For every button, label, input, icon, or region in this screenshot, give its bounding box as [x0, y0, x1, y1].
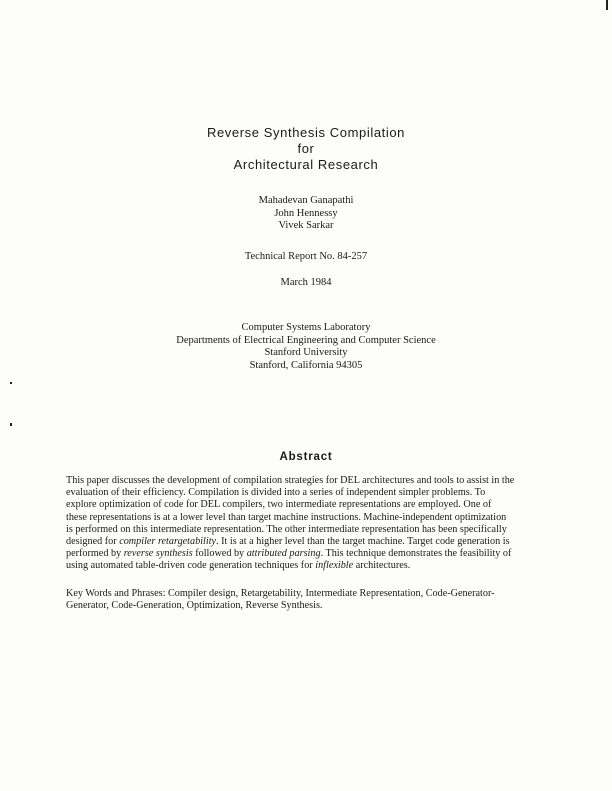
abstract-text: designed for — [66, 536, 120, 548]
author-name: John Hennessy — [274, 207, 338, 219]
affiliation — [0, 322, 612, 372]
abstract-text: performed by — [66, 548, 124, 560]
abstract-heading: Abstract — [279, 451, 333, 463]
paper-title — [0, 125, 612, 173]
university-address: Stanford, California 94305 — [249, 359, 363, 371]
report-number: Technical Report No. 84-257 — [244, 251, 368, 262]
abstract-line — [66, 560, 550, 572]
keywords-line — [66, 588, 550, 600]
abstract-emphasis: reverse synthesis — [123, 548, 193, 560]
abstract-text: . It is at a higher level than the target machine. Target code generation is — [216, 536, 510, 548]
abstract-text: architectures. — [353, 560, 411, 572]
author-name: Vivek Sarkar — [278, 220, 334, 231]
scan-dot-left-1 — [10, 382, 12, 384]
author-list — [0, 195, 612, 233]
keywords-line: Generator, Code-Generation, Optimization, Reverse Synthesis. — [66, 600, 323, 612]
abstract-text: followed by — [192, 548, 247, 560]
university-name: Stanford University — [264, 347, 348, 358]
lab-name: Computer Systems Laboratory — [241, 322, 371, 333]
title-line-3: Architectural Research — [233, 157, 379, 172]
report-date: March 1984 — [280, 277, 332, 288]
abstract-emphasis: compiler retargetability — [119, 536, 217, 548]
keywords-section — [66, 588, 550, 612]
abstract-line — [66, 548, 550, 560]
abstract-emphasis: inflexible — [315, 560, 354, 572]
scan-mark-top-right — [606, 0, 608, 10]
abstract-text: . This technique demonstrates the feasibility of — [320, 548, 512, 560]
abstract-line: is performed on this intermediate representation. The other intermediate representation has been specifically — [66, 523, 507, 535]
scan-dot-left-2 — [10, 423, 12, 426]
keywords-label: Key Words and Phrases: — [66, 588, 166, 599]
abstract-line — [66, 536, 550, 548]
abstract-line: This paper discusses the development of compilation strategies for DEL architectures and tools to assist in the — [66, 475, 515, 486]
abstract-line: explore optimization of code for DEL compilers, two intermediate representations are employed. One of — [66, 499, 492, 511]
keywords-text: Compiler design, Retargetability, Intermediate Representation, Code-Generator- — [165, 588, 495, 599]
abstract-emphasis: attributed parsing — [246, 548, 321, 560]
abstract-text: using automated table-driven code generation techniques for — [66, 560, 316, 572]
title-line-2: for — [297, 141, 315, 156]
title-line-1: Reverse Synthesis Compilation — [206, 125, 406, 140]
abstract-body — [66, 475, 550, 573]
author-name: Mahadevan Ganapathi — [258, 195, 354, 206]
abstract-line: these representations is at a lower level than target machine instructions. Machine-independent optimization — [66, 511, 507, 523]
department-name: Departments of Electrical Engineering and Computer Science — [176, 334, 436, 346]
abstract-line: evaluation of their efficiency. Compilation is divided into a series of independent simpler problems. To — [66, 487, 486, 499]
